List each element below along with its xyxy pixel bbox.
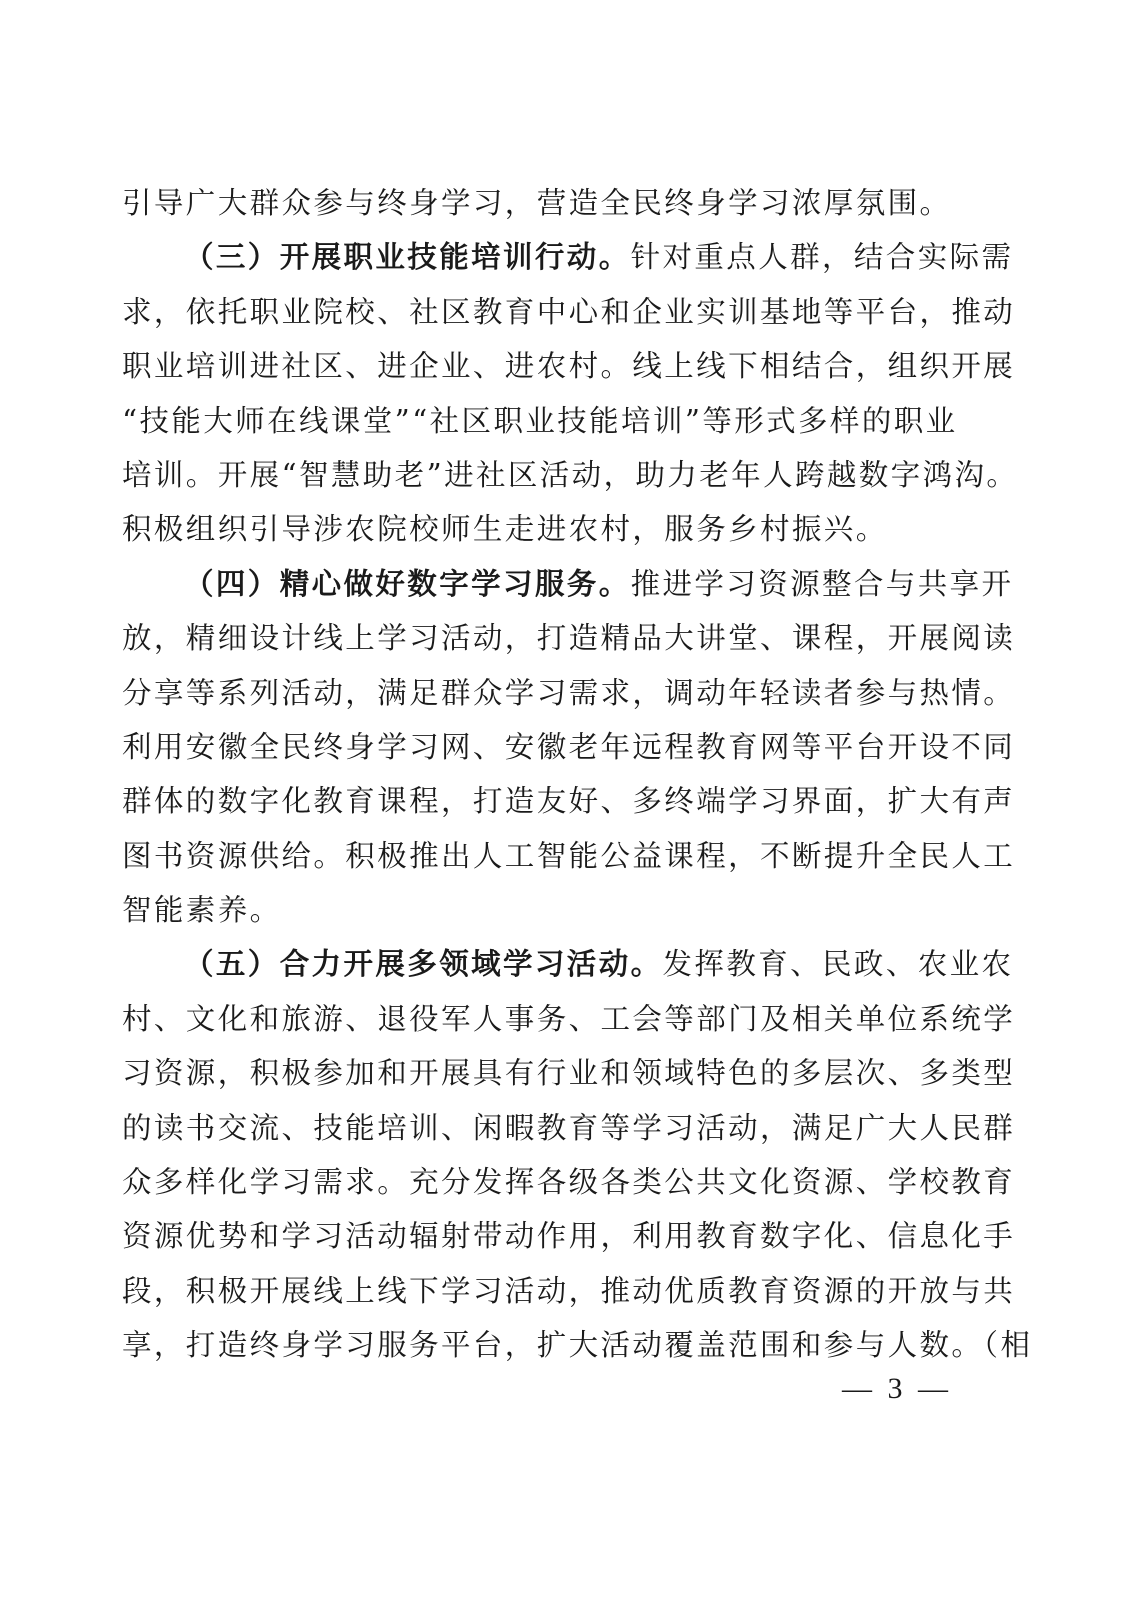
line-text: 智能素养。: [122, 893, 282, 928]
section-heading-5: （五）合力开展多领域学习活动。: [184, 947, 663, 982]
line-text: 段，积极开展线上线下学习活动，推动优质教育资源的开放与共: [122, 1273, 1016, 1308]
paragraph-line: [122, 992, 1016, 1046]
section-heading-line: [122, 557, 1014, 611]
page-number: — 3 —: [842, 1372, 952, 1405]
line-text: 引导广大群众参与终身学习，营造全民终身学习浓厚氛围。: [122, 186, 952, 220]
paragraph-line: [122, 394, 958, 448]
line-text: 积极组织引导涉农院校师生走进农村，服务乡村振兴。: [122, 512, 888, 547]
line-text: 群体的数字化教育课程，打造友好、多终端学习界面，扩大有声: [122, 784, 1016, 819]
section-heading-line: [122, 937, 1014, 991]
section-heading-3: （三）开展职业技能培训行动。: [184, 240, 631, 275]
line-text: 求，依托职业院校、社区教育中心和企业实训基地等平台，推动: [122, 294, 1016, 329]
line-text: 习资源，积极参加和开展具有行业和领域特色的多层次、多类型: [122, 1056, 1016, 1091]
section-heading-line: [122, 230, 1014, 284]
paragraph-line: [122, 339, 1016, 393]
line-text: 的读书交流、技能培训、闲暇教育等学习活动，满足广大人民群: [122, 1110, 1016, 1145]
paragraph-line: [122, 720, 1016, 774]
paragraph-line: [122, 1046, 1016, 1100]
line-text: 针对重点人群，结合实际需: [630, 240, 1014, 275]
paragraph-line: [122, 285, 1016, 339]
paragraph-line: [122, 448, 1019, 502]
line-text: 推进学习资源整合与共享开: [630, 566, 1014, 601]
line-text: “技能大师在线课堂”“社区职业技能培训”等形式多样的职业: [122, 403, 958, 438]
section-heading-4: （四）精心做好数字学习服务。: [184, 566, 631, 601]
paragraph-line: [122, 666, 1016, 720]
line-text: 图书资源供给。积极推出人工智能公益课程，不断提升全民人工: [122, 838, 1016, 873]
paragraph-line: [122, 1318, 1033, 1372]
paragraph-line: [122, 502, 952, 556]
line-text: 资源优势和学习活动辐射带动作用，利用教育数字化、信息化手: [122, 1219, 1016, 1254]
paragraph-line: [122, 611, 1016, 665]
paragraph-line: [122, 1209, 1016, 1263]
line-text: 职业培训进社区、进企业、进农村。线上线下相结合，组织开展: [122, 349, 1016, 384]
line-text: 放，精细设计线上学习活动，打造精品大讲堂、课程，开展阅读: [122, 621, 1016, 656]
paragraph-line: [122, 829, 1016, 883]
paragraph-line: [122, 1155, 1016, 1209]
paragraph-line: [122, 883, 952, 937]
paragraph-line: [122, 774, 1016, 828]
line-text: 分享等系列活动，满足群众学习需求，调动年轻读者参与热情。: [122, 675, 1016, 710]
line-text: 培训。开展“智慧助老”进社区活动，助力老年人跨越数字鸿沟。: [122, 457, 1019, 492]
body-text: [122, 176, 1033, 1373]
line-text: 发挥教育、民政、农业农: [662, 947, 1014, 982]
line-text: 众多样化学习需求。充分发挥各级各类公共文化资源、学校教育: [122, 1165, 1016, 1200]
paragraph-line: [122, 1264, 1016, 1318]
line-text: 利用安徽全民终身学习网、安徽老年远程教育网等平台开设不同: [122, 729, 1016, 764]
line-text: 村、文化和旅游、退役军人事务、工会等部门及相关单位系统学: [122, 1001, 1016, 1036]
paragraph-line: [122, 1101, 1016, 1155]
paragraph-line: [122, 176, 952, 230]
line-text: 享，打造终身学习服务平台，扩大活动覆盖范围和参与人数。（相: [122, 1328, 1033, 1363]
